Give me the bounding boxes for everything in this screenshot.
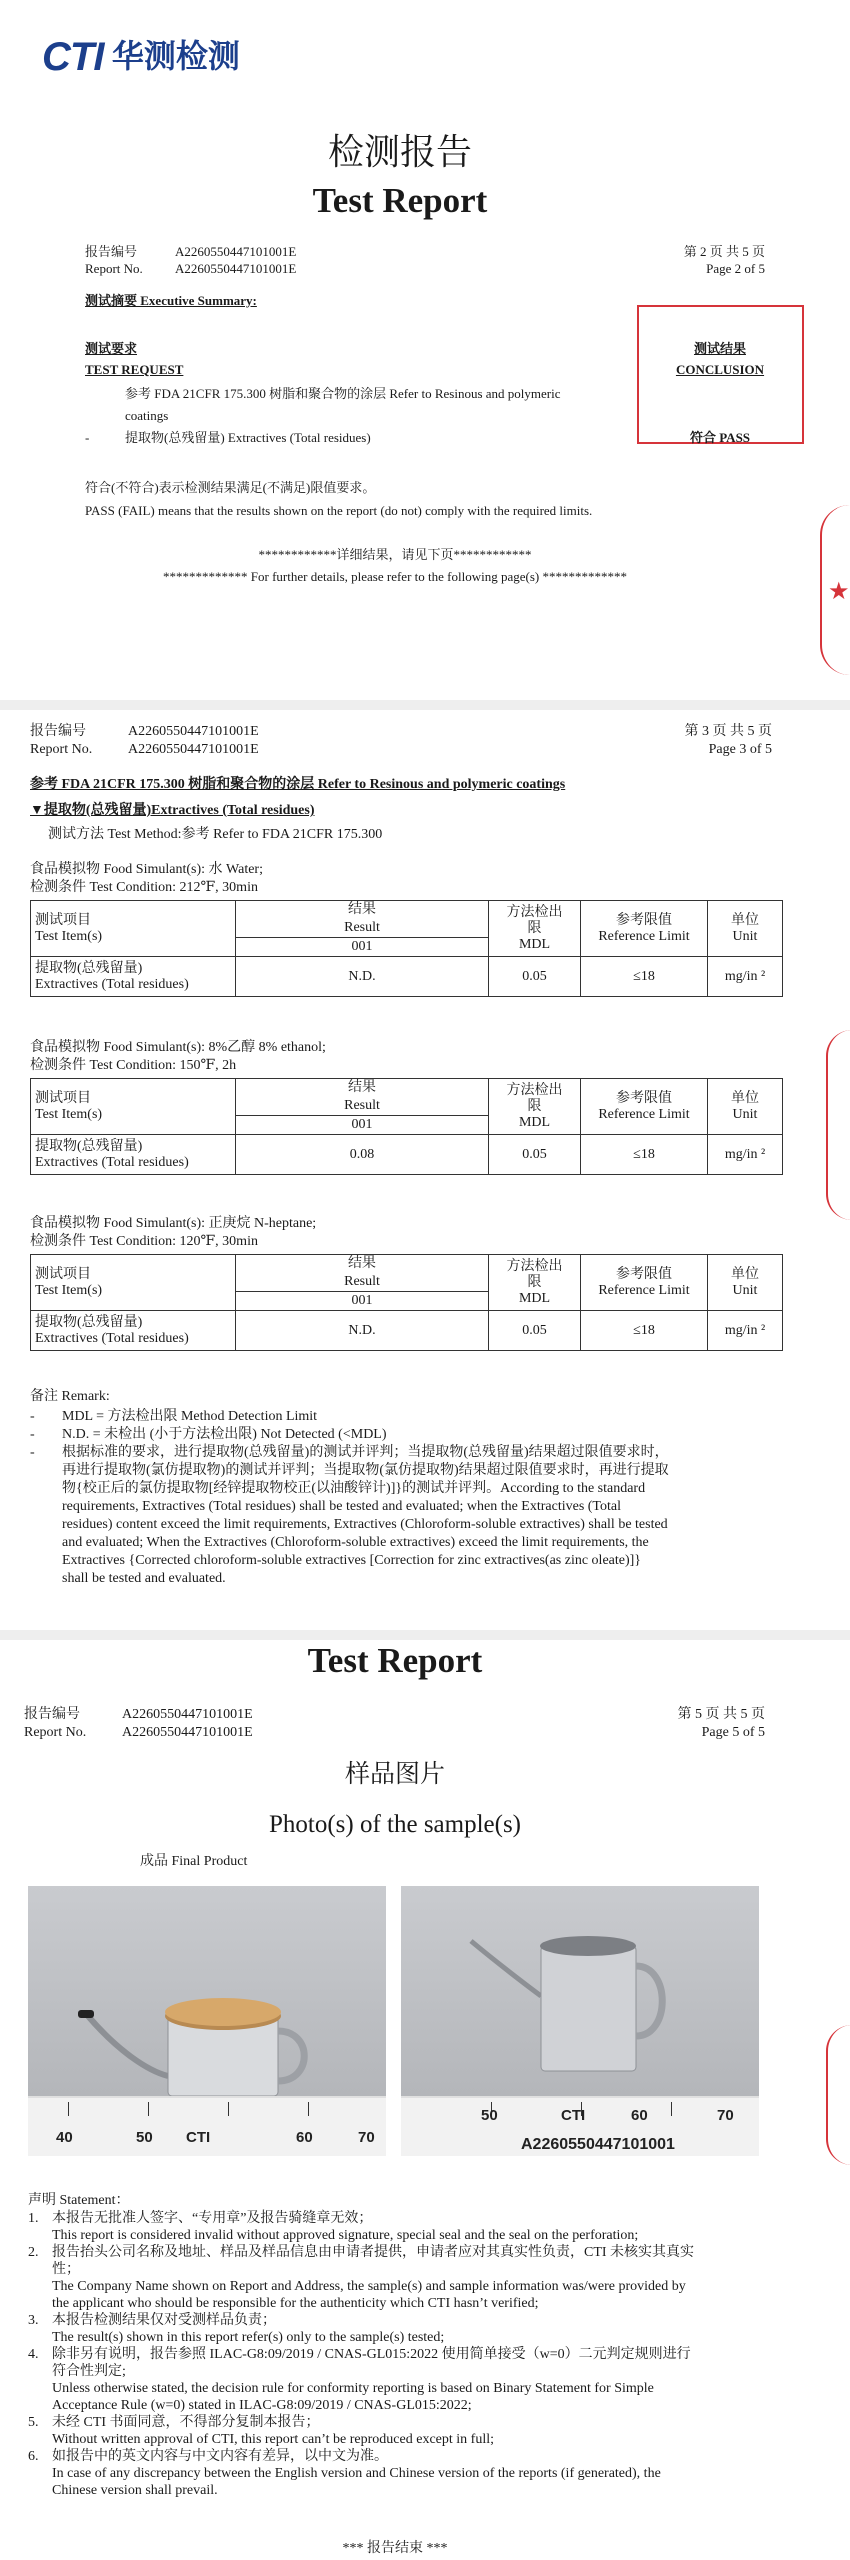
p5-report-no-2: A2260550447101001E (122, 1725, 253, 1740)
request-item: 提取物(总残留量) Extractives (Total residues) (125, 430, 371, 445)
results-table-3 (30, 1254, 783, 1351)
row-result: 0.08 (236, 1135, 489, 1175)
results-table-2 (30, 1078, 783, 1175)
photo-title-en: Photo(s) of the sample(s) (268, 1811, 522, 1838)
p3-test-method: 测试方法 Test Method:参考 Refer to FDA 21CFR 175.300 (48, 827, 383, 842)
ruler-brand: CTI (561, 2107, 586, 2124)
page-separator (0, 1630, 850, 1640)
request-ref-line1: 参考 FDA 21CFR 175.300 树脂和聚合物的涂层 Refer to Resinous and polymeric (125, 386, 561, 401)
p3-ref-title: 参考 FDA 21CFR 175.300 树脂和聚合物的涂层 Refer to Resinous and polymeric coatings (30, 777, 566, 792)
test-request-en: TEST REQUEST (85, 362, 184, 377)
p3-extractives-title: ▼提取物(总残留量)Extractives (Total residues) (30, 803, 315, 818)
logo-brand: CTI (42, 35, 104, 79)
remark-dash-2: - (30, 1427, 35, 1442)
sample-id-label: A2260550447101001 (521, 2136, 675, 2153)
header-sample-id: 001 (236, 1116, 489, 1135)
header-reference-limit: 参考限值 Reference Limit (581, 1255, 708, 1311)
test1-condition: 检测条件 Test Condition: 212℉, 30min (30, 880, 258, 895)
p2-page-cn: 第 2 页 共 5 页 (683, 244, 765, 259)
conclusion-cn: 测试结果 (693, 341, 746, 356)
remark-line: 再进行提取物(氯仿提取物)的测试并评判；当提取物(氯仿提取物)结果超过限值要求时，再进行提取 (62, 1463, 669, 1478)
page5-title-en: Test Report (307, 1641, 483, 1680)
test3-simulant: 食品模拟物 Food Simulant(s): 正庚烷 N-heptane; (30, 1216, 317, 1231)
p3-report-no: A2260550447101001E (128, 724, 259, 739)
test2-simulant: 食品模拟物 Food Simulant(s): 8%乙醇 8% ethanol; (30, 1040, 326, 1055)
row-result: N.D. (236, 1311, 489, 1351)
header-result-en: Result (236, 1273, 489, 1292)
statement-item: 6. 如报告中的英文内容与中文内容有差异，以中文为准。 In case of any discrepancy between the English version and Chinese version of the reports (if generated), the Chinese version shall prevail. (28, 2449, 661, 2498)
red-seal-fragment: ★ (820, 505, 850, 675)
statement-list (28, 2210, 788, 2499)
row-test-item: 提取物(总残留量) Extractives (Total residues) (31, 1135, 236, 1175)
ruler-mark: 50 (136, 2129, 153, 2146)
remark-list (62, 1408, 802, 1588)
header-test-item: 测试项目 Test Item(s) (31, 901, 236, 957)
header-sample-id: 001 (236, 1292, 489, 1311)
p2-report-no-label-cn: 报告编号 (85, 244, 138, 259)
row-mdl: 0.05 (489, 957, 581, 997)
cti-logo (42, 34, 240, 84)
ruler-brand: CTI (186, 2129, 211, 2146)
header-reference-limit: 参考限值 Reference Limit (581, 901, 708, 957)
remark-line: 根据标准的要求，进行提取物(总残留量)的测试并评判；当提取物(总残留量)结果超过限值要求时， (62, 1445, 669, 1460)
header-unit: 单位 Unit (708, 901, 783, 957)
statement-item: 3. 本报告检测结果仅对受测样品负责； The result(s) shown in this report refer(s) only to the sample(s) tested; (28, 2313, 445, 2345)
header-test-item: 测试项目 Test Item(s) (31, 1255, 236, 1311)
ruler-mark: 60 (631, 2107, 648, 2124)
p3-page-en: Page 3 of 5 (708, 742, 772, 757)
test-request-cn: 测试要求 (85, 341, 138, 356)
header-mdl: 方法检出 限 MDL (489, 1079, 581, 1135)
p2-page-en: Page 2 of 5 (706, 261, 765, 276)
detail-note-cn: ************详细结果，请见下页************ (258, 547, 532, 562)
header-result-en: Result (236, 1097, 489, 1116)
header-unit: 单位 Unit (708, 1255, 783, 1311)
statement-item: 4. 除非另有说明，报告参照 ILAC-G8:09/2019 / CNAS-GL015:2022 使用简单接受（w=0）二元判定规则进行 符合性判定; Unless otherwise stated, the decision rule for conformity reporting is based on Binary Statement for Simple Acceptance Rule (w=0) stated in ILAC-G8:09/2019 / CNAS-GL015:2022; (28, 2347, 691, 2413)
test1-simulant: 食品模拟物 Food Simulant(s): 水 Water; (30, 862, 263, 877)
header-result-cn: 结果 (236, 1255, 489, 1274)
p3-report-no-label-en: Report No. (30, 742, 93, 757)
remark-dash-1: - (30, 1409, 35, 1424)
p5-report-no-label-cn: 报告编号 (24, 1707, 80, 1722)
ruler-mark: 40 (56, 2129, 73, 2146)
ruler-mark: 50 (481, 2107, 498, 2124)
test2-condition: 检测条件 Test Condition: 150℉, 2h (30, 1058, 237, 1073)
header-sample-id: 001 (236, 938, 489, 957)
header-mdl: 方法检出 限 MDL (489, 1255, 581, 1311)
red-seal-fragment (826, 2025, 850, 2165)
test3-condition: 检测条件 Test Condition: 120℉, 30min (30, 1234, 258, 1249)
p5-report-no-label-en: Report No. (24, 1725, 87, 1740)
row-test-item: 提取物(总残留量) Extractives (Total residues) (31, 1311, 236, 1351)
remark-title: 备注 Remark: (30, 1389, 110, 1404)
p3-report-no-label-cn: 报告编号 (30, 724, 86, 739)
p5-page-en: Page 5 of 5 (701, 1725, 765, 1740)
statement-title: 声明 Statement： (28, 2193, 130, 2208)
statement-item: 2. 报告抬头公司名称及地址、样品及样品信息由申请者提供，申请者应对其真实性负责，CTI 未核实其真实 性； The Company Name shown on Report and Address, the sample(s) and sample information was/were provided by the applicant who should be responsible for the authenticity which CTI hasn’t verified; (28, 2245, 695, 2311)
conclusion-result: 符合 PASS (689, 430, 751, 445)
executive-summary: 测试摘要 Executive Summary: (85, 293, 257, 308)
p3-page-cn: 第 3 页 共 5 页 (684, 724, 772, 739)
remark-line: shall be tested and evaluated. (62, 1571, 226, 1586)
remark-line: Extractives {Corrected chloroform-soluble extractives [Correction for zinc extractives(as zinc oleate)]} (62, 1553, 642, 1568)
remark-line: MDL = 方法检出限 Method Detection Limit (62, 1409, 318, 1424)
measurement-ruler (401, 2096, 759, 2156)
statement-item: 5. 未经 CTI 书面同意，不得部分复制本报告； Without written approval of CTI, this report can’t be reproduced except in full; (28, 2415, 494, 2447)
header-unit: 单位 Unit (708, 1079, 783, 1135)
row-unit: mg/in ² (708, 1311, 783, 1351)
sample-photo-2 (401, 1886, 759, 2156)
conclusion-en: CONCLUSION (675, 362, 765, 377)
request-item-dash: - (85, 430, 90, 445)
sample-photo-1 (28, 1886, 386, 2156)
final-product-label: 成品 Final Product (140, 1854, 248, 1869)
remark-line: and evaluated; When the Extractives (Chloroform-soluble extractives) exceed the limit requirements, the (62, 1535, 649, 1550)
photo-title-cn: 样品图片 (344, 1761, 445, 1788)
red-seal-fragment (826, 1030, 850, 1220)
row-unit: mg/in ² (708, 957, 783, 997)
p2-report-no-label-en: Report No. (85, 261, 143, 276)
header-result-cn: 结果 (236, 1079, 489, 1098)
p2-report-no-2: A2260550447101001E (175, 261, 297, 276)
remark-line: 物{校正后的氯仿提取物[经锌提取物校正(以油酸锌计)]}的测试并评判。According to the standard (62, 1481, 646, 1496)
page2-title-en: Test Report (312, 181, 488, 220)
row-mdl: 0.05 (489, 1135, 581, 1175)
header-reference-limit: 参考限值 Reference Limit (581, 1079, 708, 1135)
header-result-en: Result (236, 919, 489, 938)
header-mdl: 方法检出 限 MDL (489, 901, 581, 957)
measurement-ruler (28, 2096, 386, 2156)
remark-line: residues) content exceed the limit requirements, Extractives (Chloroform-soluble extractives) shall be tested (62, 1517, 668, 1532)
request-ref-line2: coatings (125, 408, 169, 423)
row-test-item: 提取物(总残留量) Extractives (Total residues) (31, 957, 236, 997)
pass-note-en: PASS (FAIL) means that the results shown on the report (do not) comply with the required limits. (85, 503, 593, 518)
row-result: N.D. (236, 957, 489, 997)
row-limit: ≤18 (581, 1311, 708, 1351)
results-table-1 (30, 900, 783, 997)
page2-title-cn: 检测报告 (327, 132, 472, 173)
remark-dash-3: - (30, 1445, 35, 1460)
logo-cn: 华测检测 (111, 38, 240, 74)
header-result-cn: 结果 (236, 901, 489, 920)
ruler-mark: 70 (358, 2129, 375, 2146)
row-mdl: 0.05 (489, 1311, 581, 1351)
p3-report-no-2: A2260550447101001E (128, 742, 259, 757)
remark-line: N.D. = 未检出 (小于方法检出限) Not Detected (<MDL) (62, 1427, 387, 1442)
statement-item: 1. 本报告无批准人签字、“专用章”及报告骑缝章无效； This report is considered invalid without approved signature, special seal and the seal on the perforation; (28, 2211, 639, 2243)
detail-note-en: ************* For further details, please refer to the following page(s) ************* (163, 569, 627, 584)
ruler-mark: 60 (296, 2129, 313, 2146)
report-end: *** 报告结束 *** (342, 2541, 448, 2556)
row-limit: ≤18 (581, 957, 708, 997)
p5-report-no: A2260550447101001E (122, 1707, 253, 1722)
ruler-mark: 70 (717, 2107, 734, 2124)
pass-note-cn: 符合(不符合)表示检测结果满足(不满足)限值要求。 (85, 480, 376, 495)
remark-line: requirements, Extractives (Total residues) shall be tested and evaluated; when the Extractives (Total (62, 1499, 622, 1514)
header-test-item: 测试项目 Test Item(s) (31, 1079, 236, 1135)
row-limit: ≤18 (581, 1135, 708, 1175)
row-unit: mg/in ² (708, 1135, 783, 1175)
p2-report-no: A2260550447101001E (175, 244, 297, 259)
page-separator (0, 700, 850, 710)
p5-page-cn: 第 5 页 共 5 页 (677, 1707, 765, 1722)
